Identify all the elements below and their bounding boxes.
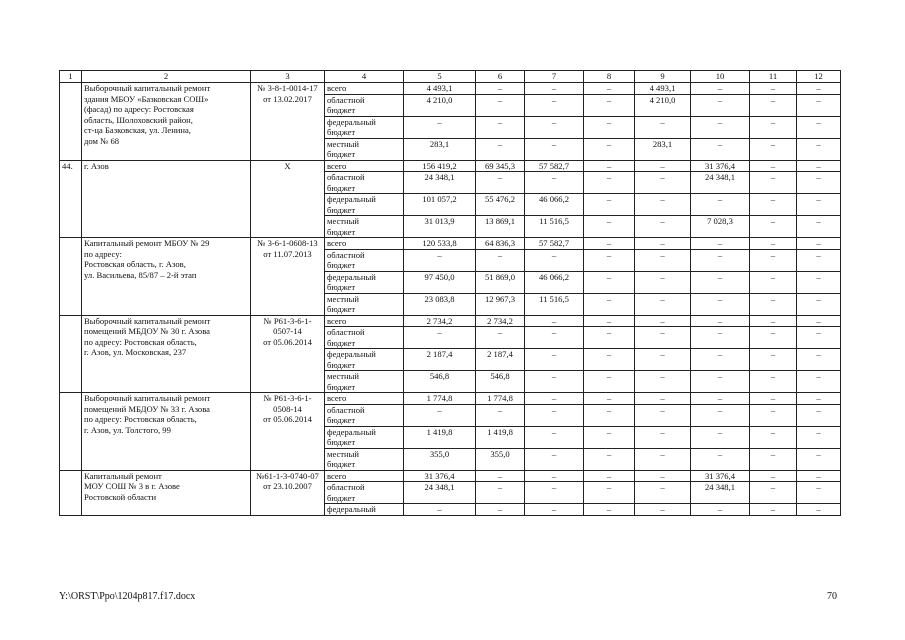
amount-cell: – xyxy=(750,271,797,293)
amount-cell: – xyxy=(691,293,750,315)
amount-cell: – xyxy=(797,504,841,516)
amount-cell: – xyxy=(525,371,584,393)
amount-cell: 1 774,8 xyxy=(476,393,525,405)
amount-cell: – xyxy=(750,482,797,504)
amount-cell: – xyxy=(691,116,750,138)
amount-cell: – xyxy=(404,249,476,271)
column-number-header: 5 xyxy=(404,71,476,83)
amount-cell: 46 066,2 xyxy=(525,271,584,293)
amount-cell: – xyxy=(635,349,691,371)
footer-page-number: 70 xyxy=(827,591,837,602)
amount-cell: – xyxy=(635,238,691,250)
amount-cell: – xyxy=(584,194,635,216)
amount-cell: 2 734,2 xyxy=(476,315,525,327)
amount-cell: – xyxy=(525,504,584,516)
amount-cell: 283,1 xyxy=(635,138,691,160)
budget-table xyxy=(59,70,841,516)
document-reference: № Р61-3-6-1- 0507-14 от 05.06.2014 xyxy=(251,315,325,393)
table-header-row xyxy=(60,71,841,83)
amount-cell: – xyxy=(525,327,584,349)
amount-cell: – xyxy=(750,172,797,194)
amount-cell: 120 533,8 xyxy=(404,238,476,250)
amount-cell: – xyxy=(691,327,750,349)
table-body xyxy=(60,71,841,516)
amount-cell: – xyxy=(691,404,750,426)
amount-cell: 4 210,0 xyxy=(635,94,691,116)
amount-cell: – xyxy=(476,249,525,271)
amount-cell: 355,0 xyxy=(404,448,476,470)
amount-cell: – xyxy=(750,327,797,349)
amount-cell: – xyxy=(525,448,584,470)
amount-cell: 31 376,4 xyxy=(691,470,750,482)
amount-cell: – xyxy=(584,116,635,138)
amount-cell: – xyxy=(635,160,691,172)
budget-source-label: областной бюджет xyxy=(325,482,404,504)
amount-cell: 2 734,2 xyxy=(404,315,476,327)
row-index xyxy=(60,238,82,316)
amount-cell: – xyxy=(635,327,691,349)
amount-cell: – xyxy=(584,426,635,448)
amount-cell: – xyxy=(691,315,750,327)
amount-cell: – xyxy=(404,404,476,426)
budget-source-label: федеральный бюджет xyxy=(325,426,404,448)
amount-cell: – xyxy=(404,504,476,516)
amount-cell: – xyxy=(797,172,841,194)
column-number-header: 9 xyxy=(635,71,691,83)
document-reference: Х xyxy=(251,160,325,238)
amount-cell: – xyxy=(797,238,841,250)
amount-cell: 1 774,8 xyxy=(404,393,476,405)
amount-cell: – xyxy=(635,194,691,216)
amount-cell: – xyxy=(691,83,750,95)
amount-cell: – xyxy=(584,172,635,194)
budget-source-label: всего xyxy=(325,83,404,95)
budget-source-label: федеральный бюджет xyxy=(325,349,404,371)
amount-cell: – xyxy=(691,271,750,293)
amount-cell: – xyxy=(584,271,635,293)
amount-cell: – xyxy=(525,482,584,504)
amount-cell: – xyxy=(635,482,691,504)
budget-source-label: местный бюджет xyxy=(325,216,404,238)
amount-cell: – xyxy=(797,293,841,315)
amount-cell: – xyxy=(525,404,584,426)
table-row xyxy=(60,393,841,405)
amount-cell: – xyxy=(750,393,797,405)
amount-cell: – xyxy=(584,482,635,504)
amount-cell: – xyxy=(691,238,750,250)
amount-cell: – xyxy=(584,404,635,426)
amount-cell: – xyxy=(797,327,841,349)
amount-cell: – xyxy=(584,504,635,516)
amount-cell: – xyxy=(691,371,750,393)
amount-cell: – xyxy=(525,315,584,327)
budget-source-label: федеральный xyxy=(325,504,404,516)
amount-cell: – xyxy=(750,249,797,271)
column-number-header: 4 xyxy=(325,71,404,83)
amount-cell: 4 493,1 xyxy=(404,83,476,95)
amount-cell: – xyxy=(476,138,525,160)
amount-cell: – xyxy=(584,83,635,95)
amount-cell: – xyxy=(750,315,797,327)
amount-cell: – xyxy=(750,216,797,238)
budget-source-label: областной бюджет xyxy=(325,327,404,349)
amount-cell: – xyxy=(584,470,635,482)
document-reference: № Р61-3-6-1- 0508-14 от 05.06.2014 xyxy=(251,393,325,471)
amount-cell: – xyxy=(750,404,797,426)
object-name: Капитальный ремонт МОУ СОШ № 3 в г. Азове Ростовской области xyxy=(82,470,251,515)
amount-cell: – xyxy=(797,404,841,426)
amount-cell: – xyxy=(584,393,635,405)
column-number-header: 6 xyxy=(476,71,525,83)
amount-cell: – xyxy=(691,426,750,448)
amount-cell: 31 013,9 xyxy=(404,216,476,238)
amount-cell: – xyxy=(635,315,691,327)
amount-cell: 11 516,5 xyxy=(525,293,584,315)
amount-cell: – xyxy=(476,470,525,482)
amount-cell: 1 419,8 xyxy=(476,426,525,448)
object-name: Выборочный капитальный ремонт помещений МБДОУ № 30 г. Азова по адресу: Ростовская область, г. Азов, ул. Московская, 237 xyxy=(82,315,251,393)
budget-source-label: местный бюджет xyxy=(325,371,404,393)
budget-source-label: местный бюджет xyxy=(325,138,404,160)
amount-cell: – xyxy=(797,116,841,138)
amount-cell: – xyxy=(797,482,841,504)
column-number-header: 12 xyxy=(797,71,841,83)
amount-cell: – xyxy=(476,116,525,138)
budget-source-label: всего xyxy=(325,315,404,327)
amount-cell: – xyxy=(797,371,841,393)
amount-cell: – xyxy=(797,94,841,116)
amount-cell: – xyxy=(584,448,635,470)
amount-cell: – xyxy=(525,116,584,138)
amount-cell: – xyxy=(584,327,635,349)
amount-cell: 23 083,8 xyxy=(404,293,476,315)
amount-cell: – xyxy=(584,138,635,160)
amount-cell: – xyxy=(750,116,797,138)
amount-cell: – xyxy=(525,393,584,405)
object-name: Выборочный капитальный ремонт помещений МБДОУ № 33 г. Азова по адресу: Ростовская область, г. Азов, ул. Толстого, 99 xyxy=(82,393,251,471)
amount-cell: 31 376,4 xyxy=(691,160,750,172)
amount-cell: – xyxy=(750,194,797,216)
amount-cell: 1 419,8 xyxy=(404,426,476,448)
document-reference: №61-1-3-0740-07 от 23.10.2007 xyxy=(251,470,325,515)
amount-cell: – xyxy=(525,470,584,482)
footer-file-path: Y:\ORST\Ppo\1204p817.f17.docx xyxy=(59,591,196,602)
amount-cell: – xyxy=(797,216,841,238)
amount-cell: – xyxy=(584,349,635,371)
budget-source-label: федеральный бюджет xyxy=(325,116,404,138)
row-index: 44. xyxy=(60,160,82,238)
amount-cell: – xyxy=(750,293,797,315)
amount-cell: 55 476,2 xyxy=(476,194,525,216)
amount-cell: – xyxy=(404,327,476,349)
amount-cell: – xyxy=(476,83,525,95)
column-number-header: 2 xyxy=(82,71,251,83)
amount-cell: – xyxy=(635,393,691,405)
column-number-header: 7 xyxy=(525,71,584,83)
amount-cell: – xyxy=(750,138,797,160)
table-row xyxy=(60,470,841,482)
budget-source-label: федеральный бюджет xyxy=(325,194,404,216)
amount-cell: – xyxy=(750,94,797,116)
amount-cell: 101 057,2 xyxy=(404,194,476,216)
amount-cell: – xyxy=(584,249,635,271)
amount-cell: 24 348,1 xyxy=(404,482,476,504)
amount-cell: – xyxy=(691,349,750,371)
amount-cell: – xyxy=(635,172,691,194)
amount-cell: – xyxy=(750,448,797,470)
amount-cell: – xyxy=(525,249,584,271)
amount-cell: 156 419,2 xyxy=(404,160,476,172)
amount-cell: – xyxy=(525,83,584,95)
amount-cell: 11 516,5 xyxy=(525,216,584,238)
amount-cell: – xyxy=(797,194,841,216)
budget-source-label: всего xyxy=(325,470,404,482)
amount-cell: – xyxy=(584,315,635,327)
object-name: Капитальный ремонт МБОУ № 29 по адресу: Ростовская область, г. Азов, ул. Васильева, 85/87 – 2-й этап xyxy=(82,238,251,316)
amount-cell: – xyxy=(750,238,797,250)
amount-cell: – xyxy=(635,249,691,271)
amount-cell: – xyxy=(797,349,841,371)
amount-cell: 2 187,4 xyxy=(404,349,476,371)
amount-cell: – xyxy=(797,138,841,160)
amount-cell: 31 376,4 xyxy=(404,470,476,482)
amount-cell: – xyxy=(476,172,525,194)
budget-source-label: областной бюджет xyxy=(325,404,404,426)
amount-cell: 57 582,7 xyxy=(525,238,584,250)
amount-cell: 2 187,4 xyxy=(476,349,525,371)
amount-cell: – xyxy=(691,249,750,271)
amount-cell: – xyxy=(691,94,750,116)
amount-cell: – xyxy=(635,470,691,482)
amount-cell: 57 582,7 xyxy=(525,160,584,172)
amount-cell: – xyxy=(476,327,525,349)
amount-cell: – xyxy=(797,249,841,271)
object-name: Выборочный капитальный ремонт здания МБОУ «Базковская СОШ» (фасад) по адресу: Ростовская область, Шолоховский район, ст-ца Базковская, ул. Ленина, дом № 68 xyxy=(82,83,251,161)
amount-cell: – xyxy=(691,194,750,216)
document-reference: № 3-6-1-0608-13 от 11.07.2013 xyxy=(251,238,325,316)
amount-cell: 97 450,0 xyxy=(404,271,476,293)
amount-cell: 51 869,0 xyxy=(476,271,525,293)
budget-source-label: местный бюджет xyxy=(325,293,404,315)
amount-cell: – xyxy=(476,94,525,116)
amount-cell: 12 967,3 xyxy=(476,293,525,315)
amount-cell: 13 869,1 xyxy=(476,216,525,238)
amount-cell: – xyxy=(750,504,797,516)
amount-cell: – xyxy=(750,83,797,95)
amount-cell: – xyxy=(797,448,841,470)
amount-cell: – xyxy=(635,216,691,238)
amount-cell: – xyxy=(476,404,525,426)
amount-cell: 355,0 xyxy=(476,448,525,470)
amount-cell: – xyxy=(797,315,841,327)
amount-cell: – xyxy=(691,504,750,516)
amount-cell: – xyxy=(797,393,841,405)
amount-cell: – xyxy=(476,504,525,516)
budget-source-label: областной бюджет xyxy=(325,249,404,271)
amount-cell: – xyxy=(635,116,691,138)
amount-cell: 4 210,0 xyxy=(404,94,476,116)
budget-source-label: всего xyxy=(325,238,404,250)
object-name: г. Азов xyxy=(82,160,251,238)
row-index xyxy=(60,83,82,161)
amount-cell: – xyxy=(476,482,525,504)
amount-cell: – xyxy=(584,216,635,238)
table-row xyxy=(60,83,841,95)
amount-cell: – xyxy=(525,94,584,116)
amount-cell: – xyxy=(691,393,750,405)
amount-cell: – xyxy=(797,470,841,482)
row-index xyxy=(60,315,82,393)
amount-cell: – xyxy=(525,172,584,194)
amount-cell: – xyxy=(750,470,797,482)
column-number-header: 11 xyxy=(750,71,797,83)
column-number-header: 10 xyxy=(691,71,750,83)
amount-cell: – xyxy=(797,271,841,293)
amount-cell: – xyxy=(635,426,691,448)
amount-cell: – xyxy=(750,426,797,448)
budget-source-label: федеральный бюджет xyxy=(325,271,404,293)
amount-cell: – xyxy=(635,371,691,393)
amount-cell: – xyxy=(635,504,691,516)
budget-source-label: областной бюджет xyxy=(325,172,404,194)
amount-cell: 546,8 xyxy=(476,371,525,393)
amount-cell: – xyxy=(584,94,635,116)
amount-cell: – xyxy=(525,426,584,448)
column-number-header: 3 xyxy=(251,71,325,83)
amount-cell: – xyxy=(797,160,841,172)
amount-cell: – xyxy=(525,349,584,371)
table-row xyxy=(60,315,841,327)
amount-cell: 46 066,2 xyxy=(525,194,584,216)
table-row xyxy=(60,238,841,250)
amount-cell: – xyxy=(691,138,750,160)
amount-cell: – xyxy=(404,116,476,138)
amount-cell: – xyxy=(635,404,691,426)
amount-cell: – xyxy=(584,238,635,250)
amount-cell: 4 493,1 xyxy=(635,83,691,95)
amount-cell: 283,1 xyxy=(404,138,476,160)
document-reference: № 3-8-1-0014-17 от 13.02.2017 xyxy=(251,83,325,161)
amount-cell: 24 348,1 xyxy=(404,172,476,194)
row-index xyxy=(60,393,82,471)
amount-cell: 24 348,1 xyxy=(691,172,750,194)
budget-source-label: всего xyxy=(325,160,404,172)
column-number-header: 1 xyxy=(60,71,82,83)
table-row xyxy=(60,160,841,172)
amount-cell: – xyxy=(584,160,635,172)
budget-source-label: областной бюджет xyxy=(325,94,404,116)
amount-cell: – xyxy=(797,426,841,448)
amount-cell: 69 345,3 xyxy=(476,160,525,172)
row-index xyxy=(60,470,82,515)
amount-cell: 24 348,1 xyxy=(691,482,750,504)
amount-cell: 64 836,3 xyxy=(476,238,525,250)
amount-cell: – xyxy=(525,138,584,160)
amount-cell: – xyxy=(691,448,750,470)
amount-cell: – xyxy=(635,271,691,293)
amount-cell: 546,8 xyxy=(404,371,476,393)
budget-source-label: местный бюджет xyxy=(325,448,404,470)
amount-cell: – xyxy=(750,160,797,172)
amount-cell: – xyxy=(584,371,635,393)
column-number-header: 8 xyxy=(584,71,635,83)
amount-cell: – xyxy=(750,371,797,393)
amount-cell: – xyxy=(635,448,691,470)
amount-cell: – xyxy=(635,293,691,315)
amount-cell: 7 028,3 xyxy=(691,216,750,238)
amount-cell: – xyxy=(797,83,841,95)
amount-cell: – xyxy=(584,293,635,315)
budget-source-label: всего xyxy=(325,393,404,405)
amount-cell: – xyxy=(750,349,797,371)
